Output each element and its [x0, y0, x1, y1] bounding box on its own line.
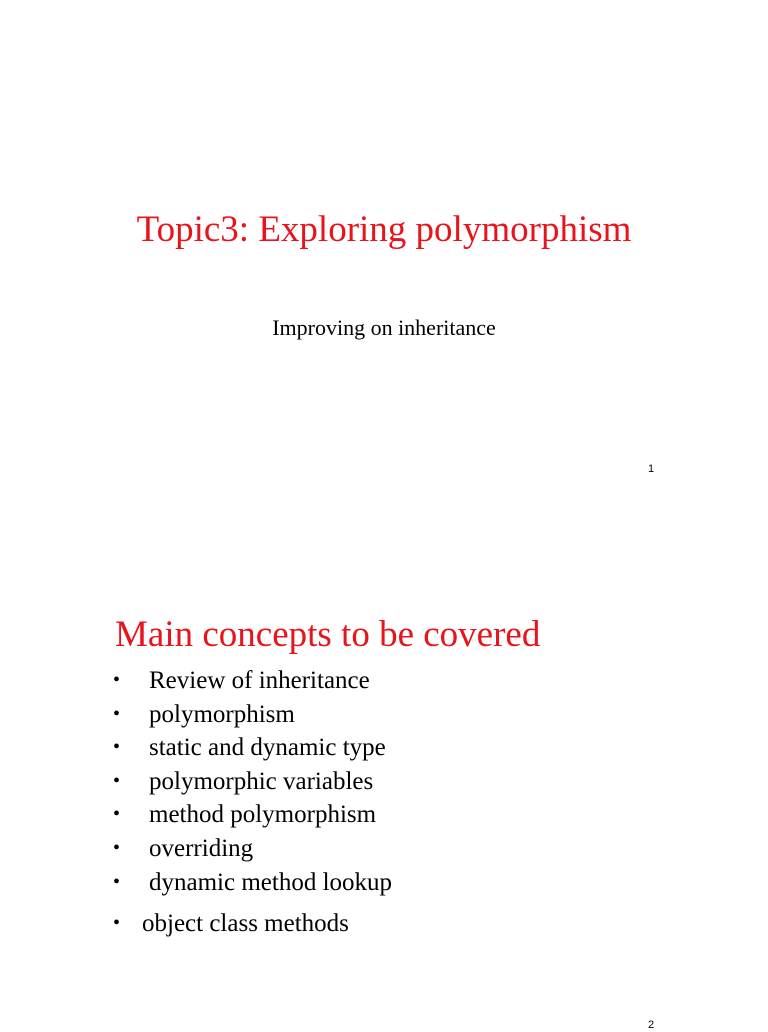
list-item-text: static and dynamic type	[149, 734, 386, 762]
list-item	[0, 832, 768, 866]
list-item-text: polymorphic variables	[149, 767, 374, 795]
bullet-icon: •	[113, 803, 121, 826]
slide-1-title: Topic3: Exploring polymorphism	[136, 209, 632, 250]
concept-list	[0, 664, 768, 941]
list-item-text: method polymorphism	[149, 801, 377, 829]
list-item	[0, 698, 768, 732]
list-item	[0, 765, 768, 799]
list-item	[0, 664, 768, 698]
slide-1-subtitle: Improving on inheritance	[272, 315, 496, 340]
list-item	[0, 907, 768, 941]
slide-1	[0, 0, 768, 512]
bullet-icon: •	[113, 912, 121, 935]
slide-2-page-number: 2	[648, 1019, 655, 1031]
list-item-text: polymorphism	[149, 700, 295, 728]
bullet-icon: •	[113, 836, 121, 859]
bullet-icon: •	[113, 736, 121, 759]
list-item	[0, 798, 768, 832]
list-item	[0, 866, 768, 900]
bullet-icon: •	[113, 669, 121, 691]
list-item-text: object class methods	[142, 910, 349, 938]
list-item-text: dynamic method lookup	[149, 868, 393, 896]
list-item-text: Review of inheritance	[149, 667, 370, 694]
slide-2	[0, 512, 768, 1031]
bullet-icon: •	[113, 702, 121, 725]
slide-2-title: Main concepts to be covered	[115, 614, 541, 655]
list-item-text: overriding	[149, 834, 254, 862]
bullet-icon: •	[113, 769, 121, 792]
list-item	[0, 731, 768, 765]
slide-1-page-number: 1	[648, 463, 655, 475]
bullet-icon: •	[113, 870, 121, 893]
